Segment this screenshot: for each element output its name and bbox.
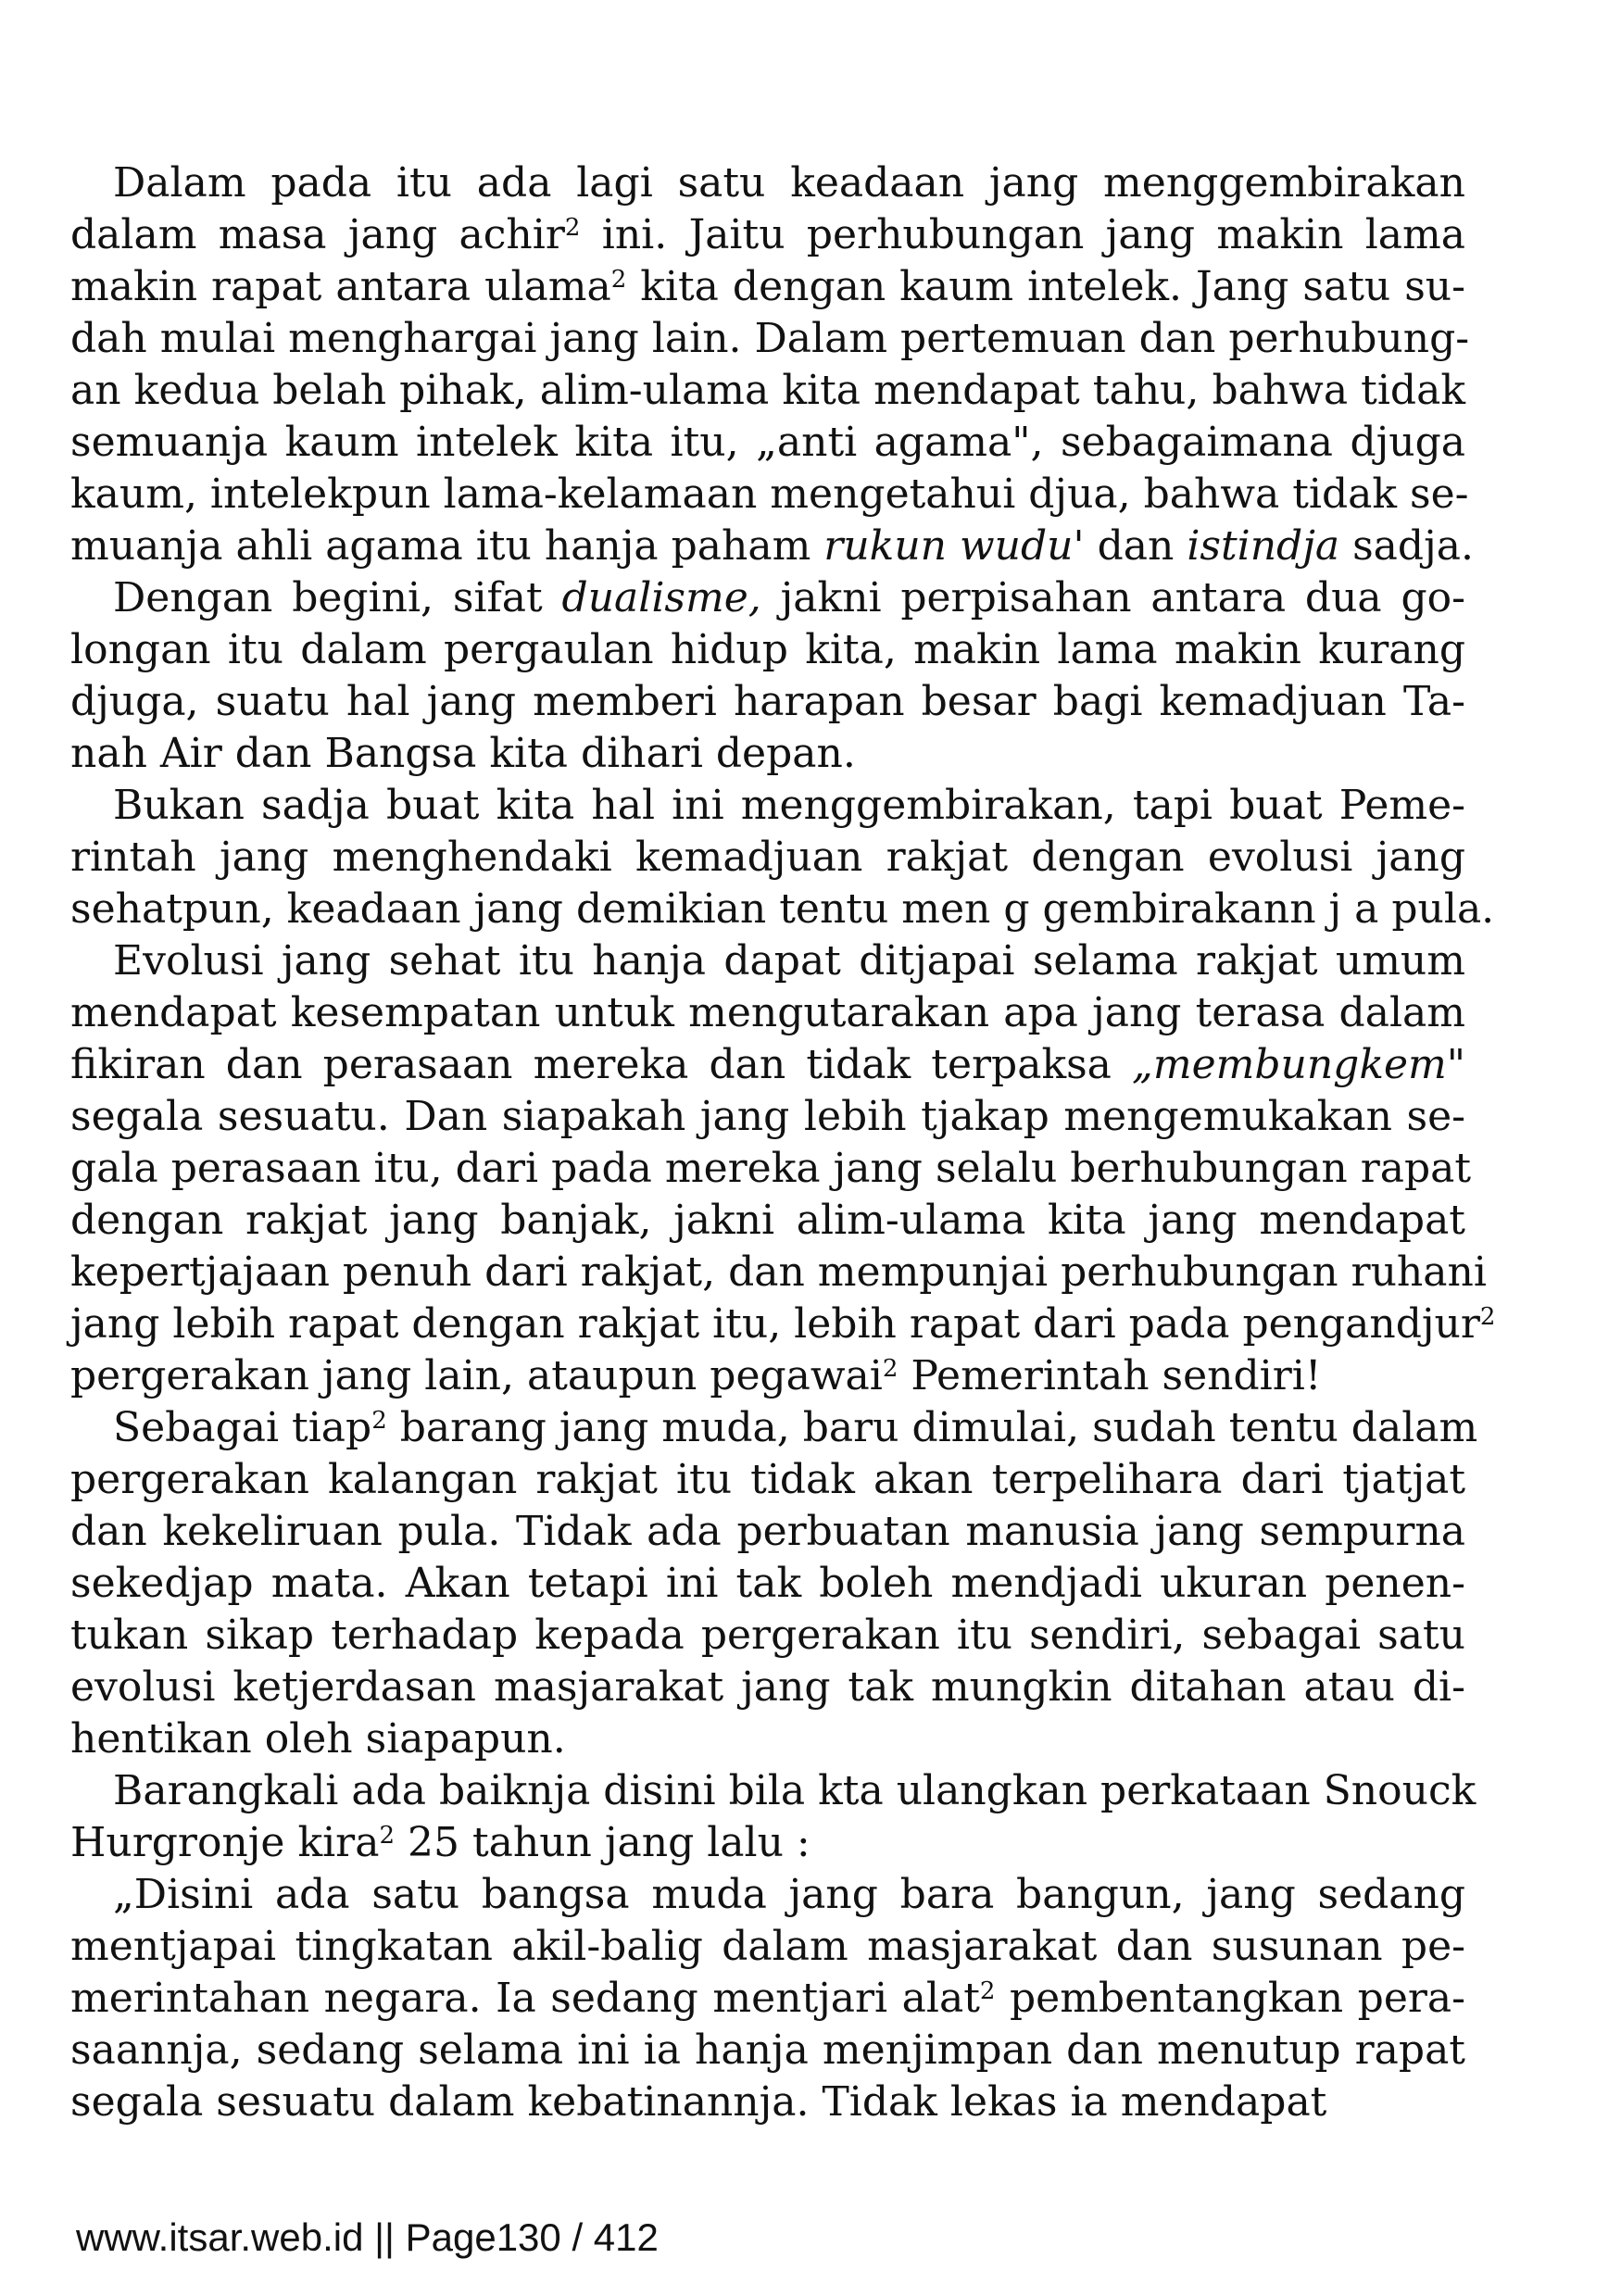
- text-line: saannja, sedang selama ini ia hanja menjimpan dan menutup rapat: [70, 2026, 1465, 2074]
- text-line: Dalam pada itu ada lagi satu keadaan jang menggembirakan: [113, 159, 1465, 207]
- paragraph: [70, 572, 1465, 780]
- text-line: Evolusi jang sehat itu hanja dapat ditjapai selama rakjat umum: [113, 937, 1465, 985]
- text-line: dalam masa jang achir$^2$ ini. Jaitu perhubungan jang makin lama: [70, 211, 1465, 258]
- footer-text: www.itsar.web.id || Page130 / 412: [76, 2215, 659, 2259]
- text-line: gala perasaan itu, dari pada mereka jang selalu berhubungan rapat: [70, 1145, 1472, 1192]
- paragraph: [70, 1765, 1476, 1869]
- text-line: kaum, intelekpun lama-kelamaan mengetahui djua, bahwa tidak se-: [70, 470, 1469, 518]
- text-line: Dengan begini, sifat dualisme, jakni perpisahan antara dua go-: [113, 574, 1465, 621]
- text-line: pergerakan jang lain, ataupun pegawai$^2$ Pemerintah sendiri!: [70, 1352, 1322, 1399]
- superscript: 2: [379, 1822, 395, 1850]
- text-line: evolusi ketjerdasan masjarakat jang tak mungkin ditahan atau di-: [70, 1663, 1465, 1711]
- superscript: 2: [564, 214, 581, 242]
- text-line: longan itu dalam pergaulan hidup kita, makin lama makin kurang: [70, 626, 1465, 673]
- paragraph: [70, 780, 1495, 935]
- paragraph: [70, 1402, 1478, 1765]
- text-line: kepertjajaan penuh dari rakjat, dan mempunjai perhubungan ruhani: [70, 1248, 1487, 1296]
- text-line: mentjapai tingkatan akil-balig dalam masjarakat dan susunan pe-: [70, 1923, 1465, 1970]
- superscript: 2: [882, 1355, 898, 1383]
- text-line: segala sesuatu dalam kebatinannja. Tidak lekas ia mendapat: [70, 2078, 1327, 2126]
- text-line: Barangkali ada baiknja disini bila kta ulangkan perkataan Snouck: [113, 1767, 1476, 1814]
- text-line: an kedua belah pihak, alim-ulama kita mendapat tahu, bahwa tidak: [70, 367, 1465, 414]
- italic-term: dualisme,: [561, 574, 761, 621]
- text-line: Sebagai tiap$^2$ barang jang muda, baru dimulai, sudah tentu dalam: [113, 1404, 1478, 1451]
- text-line: djuga, suatu hal jang memberi harapan besar bagi kemadjuan Ta-: [70, 678, 1465, 725]
- text-line: semuanja kaum intelek kita itu, „anti agama", sebagaimana djuga: [70, 419, 1465, 466]
- text-line: tukan sikap terhadap kepada pergerakan itu sendiri, sebagai satu: [70, 1612, 1465, 1659]
- text-line: dan kekeliruan pula. Tidak ada perbuatan manusia jang sempurna: [70, 1508, 1465, 1555]
- text-line: nah Air dan Bangsa kita dihari depan.: [70, 730, 856, 777]
- text-line: rintah jang menghendaki kemadjuan rakjat dengan evolusi jang: [70, 834, 1465, 881]
- text-line: mendapat kesempatan untuk mengutarakan apa jang terasa dalam: [70, 989, 1465, 1036]
- italic-term: istindja: [1187, 522, 1340, 570]
- superscript: 2: [979, 1977, 996, 2005]
- superscript: 2: [371, 1407, 387, 1435]
- text-line: Bukan sadja buat kita hal ini menggembirakan, tapi buat Peme-: [113, 782, 1465, 829]
- text-line: muanja ahli agama itu hanja paham rukun wudu' dan istindja sadja.: [70, 522, 1474, 570]
- text-line: jang lebih rapat dengan rakjat itu, lebih rapat dari pada pengandjur$^2$: [70, 1300, 1496, 1348]
- page-body: [70, 157, 1496, 2128]
- paragraph: [70, 935, 1496, 1402]
- text-line: segala sesuatu. Dan siapakah jang lebih tjakap mengemukakan se-: [70, 1093, 1465, 1140]
- text-line: fikiran dan perasaan mereka dan tidak terpaksa „membungkem": [70, 1041, 1465, 1088]
- text-line: Hurgronje kira$^2$ 25 tahun jang lalu :: [70, 1819, 810, 1866]
- text-line: makin rapat antara ulama$^2$ kita dengan kaum intelek. Jang satu su-: [70, 263, 1466, 310]
- text-line: dengan rakjat jang banjak, jakni alim-ulama kita jang mendapat: [70, 1197, 1465, 1244]
- italic-term: „membungkem": [1132, 1041, 1465, 1088]
- text-line: sekedjap mata. Akan tetapi ini tak boleh mendjadi ukuran penen-: [70, 1560, 1465, 1607]
- text-line: „Disini ada satu bangsa muda jang bara bangun, jang sedang: [113, 1871, 1465, 1918]
- italic-term: rukun wudu': [823, 522, 1085, 570]
- text-line: hentikan oleh siapapun.: [70, 1715, 566, 1763]
- text-line: merintahan negara. Ia sedang mentjari alat$^2$ pembentangkan pera-: [70, 1975, 1466, 2022]
- paragraph: [70, 157, 1474, 572]
- paragraph: [70, 1869, 1465, 2128]
- text-line: sehatpun, keadaan jang demikian tentu men g gembirakann j a pula.: [70, 885, 1495, 933]
- superscript: 2: [1479, 1303, 1496, 1331]
- page-footer: [76, 2215, 659, 2260]
- text-line: pergerakan kalangan rakjat itu tidak akan terpelihara dari tjatjat: [70, 1456, 1465, 1503]
- text-line: dah mulai menghargai jang lain. Dalam pertemuan dan perhubung-: [70, 315, 1470, 362]
- superscript: 2: [610, 266, 627, 294]
